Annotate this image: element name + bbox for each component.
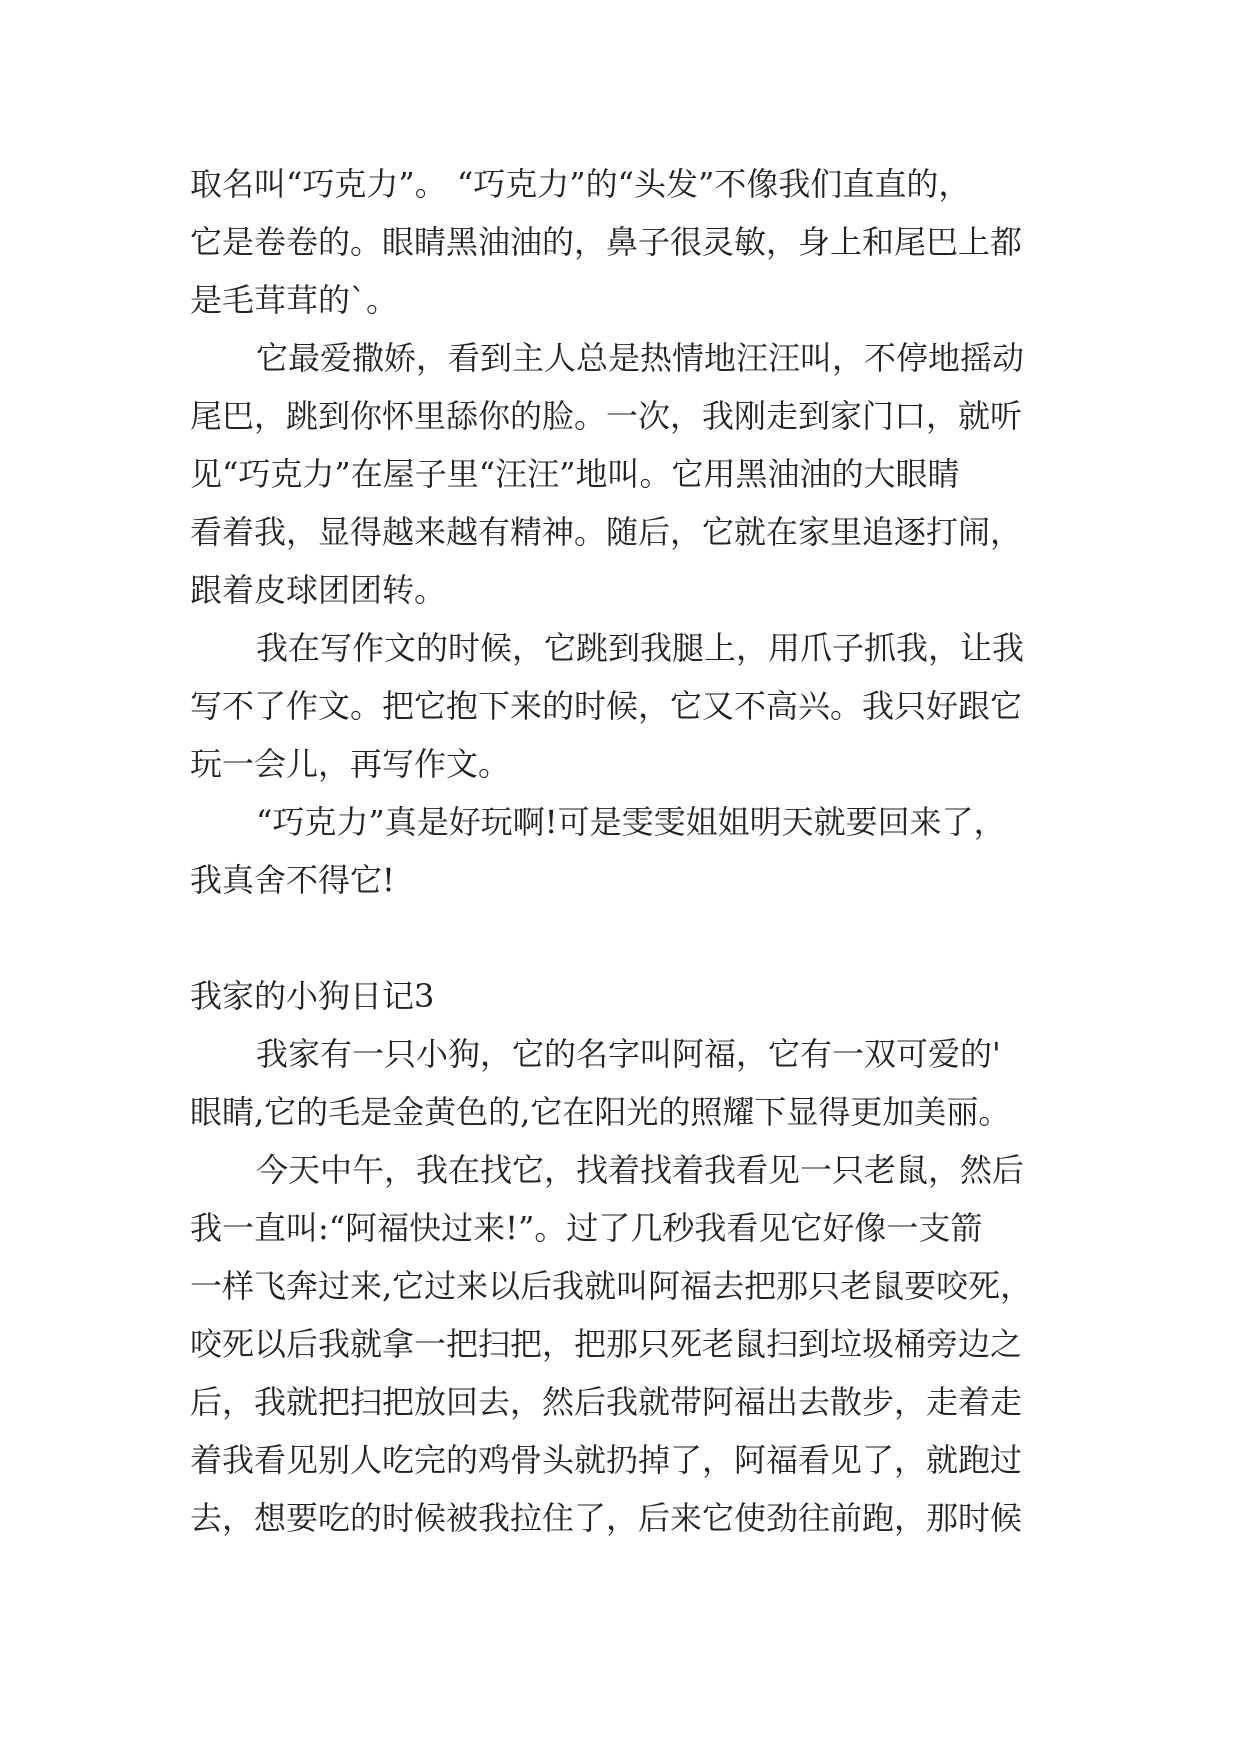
- text-line: 写不了作文。把它抱下来的时候，它又不高兴。我只好跟它: [190, 687, 1023, 725]
- paragraph: [190, 329, 1065, 619]
- text-line: 一样飞奔过来,它过来以后我就叫阿福去把那只老鼠要咬死，: [190, 1267, 1033, 1305]
- text-line: 我真舍不得它!: [190, 861, 395, 899]
- paragraph: [190, 793, 1065, 909]
- text-line: 尾巴，跳到你怀里舔你的脸。一次，我刚走到家门口，就听: [190, 397, 1023, 435]
- text-line: 去，想要吃的时候被我拉住了，后来它使劲往前跑，那时候: [190, 1499, 1023, 1537]
- text-line: 取名叫“巧克力”。 “巧克力”的“头发”不像我们直直的，: [190, 165, 971, 203]
- paragraph: [190, 1025, 1065, 1141]
- text-line: 看着我，显得越来越有精神。随后，它就在家里追逐打闹，: [190, 513, 1023, 551]
- text-line: 它最爱撒娇，看到主人总是热情地汪汪叫，不停地摇动: [256, 339, 1025, 377]
- text-line: 它是卷卷的。眼睛黑油油的，鼻子很灵敏，身上和尾巴上都: [190, 223, 1023, 261]
- text-line: 眼睛,它的毛是金黄色的,它在阳光的照耀下显得更加美丽。: [190, 1093, 1011, 1131]
- text-line: 着我看见别人吃完的鸡骨头就扔掉了，阿福看见了，就跑过: [190, 1441, 1023, 1479]
- paragraph: [190, 619, 1065, 793]
- document-body: [190, 155, 1065, 1547]
- text-line: 咬死以后我就拿一把扫把，把那只死老鼠扫到垃圾桶旁边之: [190, 1325, 1023, 1363]
- text-line: 跟着皮球团团转。: [190, 571, 447, 609]
- blank-line: [190, 909, 1065, 967]
- text-line: 今天中午，我在找它，找着找着我看见一只老鼠，然后: [256, 1151, 1025, 1189]
- section-title: 我家的小狗日记3: [190, 977, 435, 1015]
- text-line: 后，我就把扫把放回去，然后我就带阿福出去散步，走着走: [190, 1383, 1023, 1421]
- text-line: “巧克力”真是好玩啊!可是雯雯姐姐明天就要回来了，: [256, 803, 1006, 841]
- paragraph: [190, 155, 1065, 329]
- text-line: 我一直叫:“阿福快过来!”。过了几秒我看见它好像一支箭: [190, 1209, 983, 1247]
- text-line: 我在写作文的时候，它跳到我腿上，用爪子抓我，让我: [256, 629, 1025, 667]
- text-line: 我家有一只小狗，它的名字叫阿福，它有一双可爱的': [256, 1035, 1001, 1073]
- text-line: 玩一会儿，再写作文。: [190, 745, 511, 783]
- text-line: 是毛茸茸的`。: [190, 281, 399, 319]
- text-line: 见“巧克力”在屋子里“汪汪”地叫。它用黑油油的大眼睛: [190, 455, 960, 493]
- paragraph: [190, 1141, 1065, 1547]
